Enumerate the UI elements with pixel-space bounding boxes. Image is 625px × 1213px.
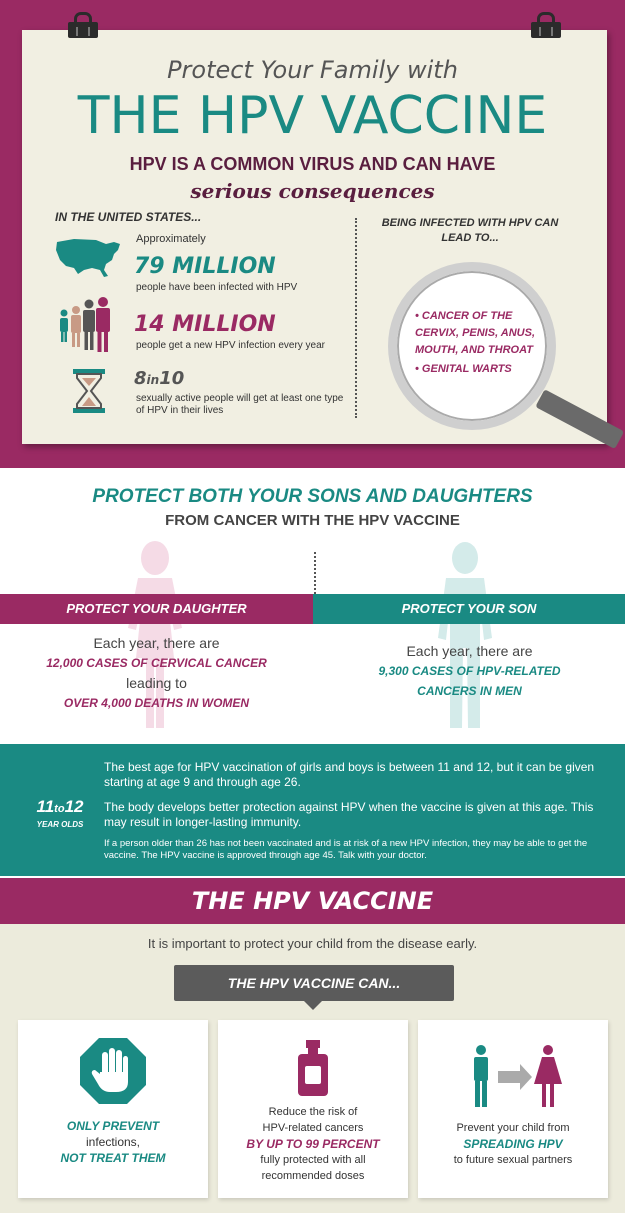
year-olds-label: YEAR OLDS (36, 820, 84, 829)
card-reduce-text: Reduce the risk of HPV-related cancers BY UP TO 99 PERCENT fully protected with all recommended doses (246, 1106, 380, 1182)
protect-daughter-band: PROTECT YOUR DAUGHTER (0, 594, 313, 624)
approximately-label: Approximately (136, 233, 206, 245)
stat-sexually-active-text: sexually active people will get at least one type of HPV in their lives (136, 393, 344, 416)
protect-subheading: FROM CANCER WITH THE HPV VACCINE (165, 512, 460, 529)
benefit-card-reduce (218, 1020, 408, 1198)
daughter-fact: Each year, there are 12,000 CASES OF CERVICAL CANCER leading to OVER 4,000 DEATHS IN WOMEN (46, 635, 267, 710)
united-states-heading: IN THE UNITED STATES... (55, 210, 202, 224)
hourglass-icon (72, 368, 106, 414)
subtitle: HPV IS A COMMON VIRUS AND CAN HAVE (129, 154, 496, 174)
stop-hand-icon (78, 1036, 148, 1106)
callout-pointer (303, 1000, 323, 1010)
important-text: It is important to protect your child from the disease early. (147, 936, 478, 951)
protect-heading: PROTECT BOTH YOUR SONS AND DAUGHTERS (92, 486, 533, 507)
binder-clip-icon (527, 12, 565, 38)
dotted-divider (355, 218, 357, 418)
age-paragraph-protection: The body develops better protection against HPV when the vaccine is given at this age. This may result in longer-lasting immunity. (104, 800, 594, 829)
stat-14-million: 14 MILLION (134, 312, 276, 337)
partners-icon (466, 1044, 566, 1110)
card-prevent-text: ONLY PREVENT infections, NOT TREAT THEM (60, 1119, 166, 1165)
age-paragraph-older: If a person older than 26 has not been vaccinated and is at risk of a new HPV infection, they may be able to get the vaccine. The HPV vaccine is approved through age 45. Talk with your doctor. (104, 838, 588, 861)
vaccine-banner: THE HPV VACCINE (0, 878, 625, 924)
son-fact: Each year, there are 9,300 CASES OF HPV-RELATED CANCERS IN MEN (378, 643, 561, 698)
title-small: Protect Your Family with (167, 56, 458, 84)
benefit-card-prevent (18, 1020, 208, 1198)
benefit-card-spread (418, 1020, 608, 1198)
people-icon (56, 296, 118, 354)
consequences-heading: BEING INFECTED WITH HPV CAN LEAD TO... (381, 217, 559, 244)
page-title: THE HPV VACCINE (77, 86, 548, 146)
stat-79-million: 79 MILLION (134, 254, 276, 279)
stat-8-in-10: 8in10 (134, 368, 185, 389)
card-spread-text: Prevent your child from SPREADING HPV to future sexual partners (453, 1122, 573, 1166)
age-paragraph-best-age: The best age for HPV vaccination of girls and boys is between 11 and 12, but it can be given starting at age 9 and through age 26. (104, 760, 595, 789)
stat-new-infection-text: people get a new HPV infection every year (136, 340, 325, 351)
vial-icon (296, 1040, 330, 1098)
dotted-divider (314, 552, 316, 594)
protect-son-band: PROTECT YOUR SON (313, 594, 625, 624)
consequence-warts: • GENITAL WARTS (415, 363, 512, 375)
stat-infected-text: people have been infected with HPV (136, 282, 298, 293)
age-box-notch (22, 744, 90, 772)
vaccine-can-label: THE HPV VACCINE CAN... (174, 965, 454, 1001)
subtitle-script: serious consequences (190, 179, 435, 203)
binder-clip-icon (64, 12, 102, 38)
us-map-icon (54, 236, 126, 280)
boy-silhouette-icon (420, 538, 510, 734)
age-range-label: 11to12 (36, 797, 84, 816)
consequence-cancer: • CANCER OF THE CERVIX, PENIS, ANUS, MOUTH, AND THROAT (415, 310, 536, 356)
